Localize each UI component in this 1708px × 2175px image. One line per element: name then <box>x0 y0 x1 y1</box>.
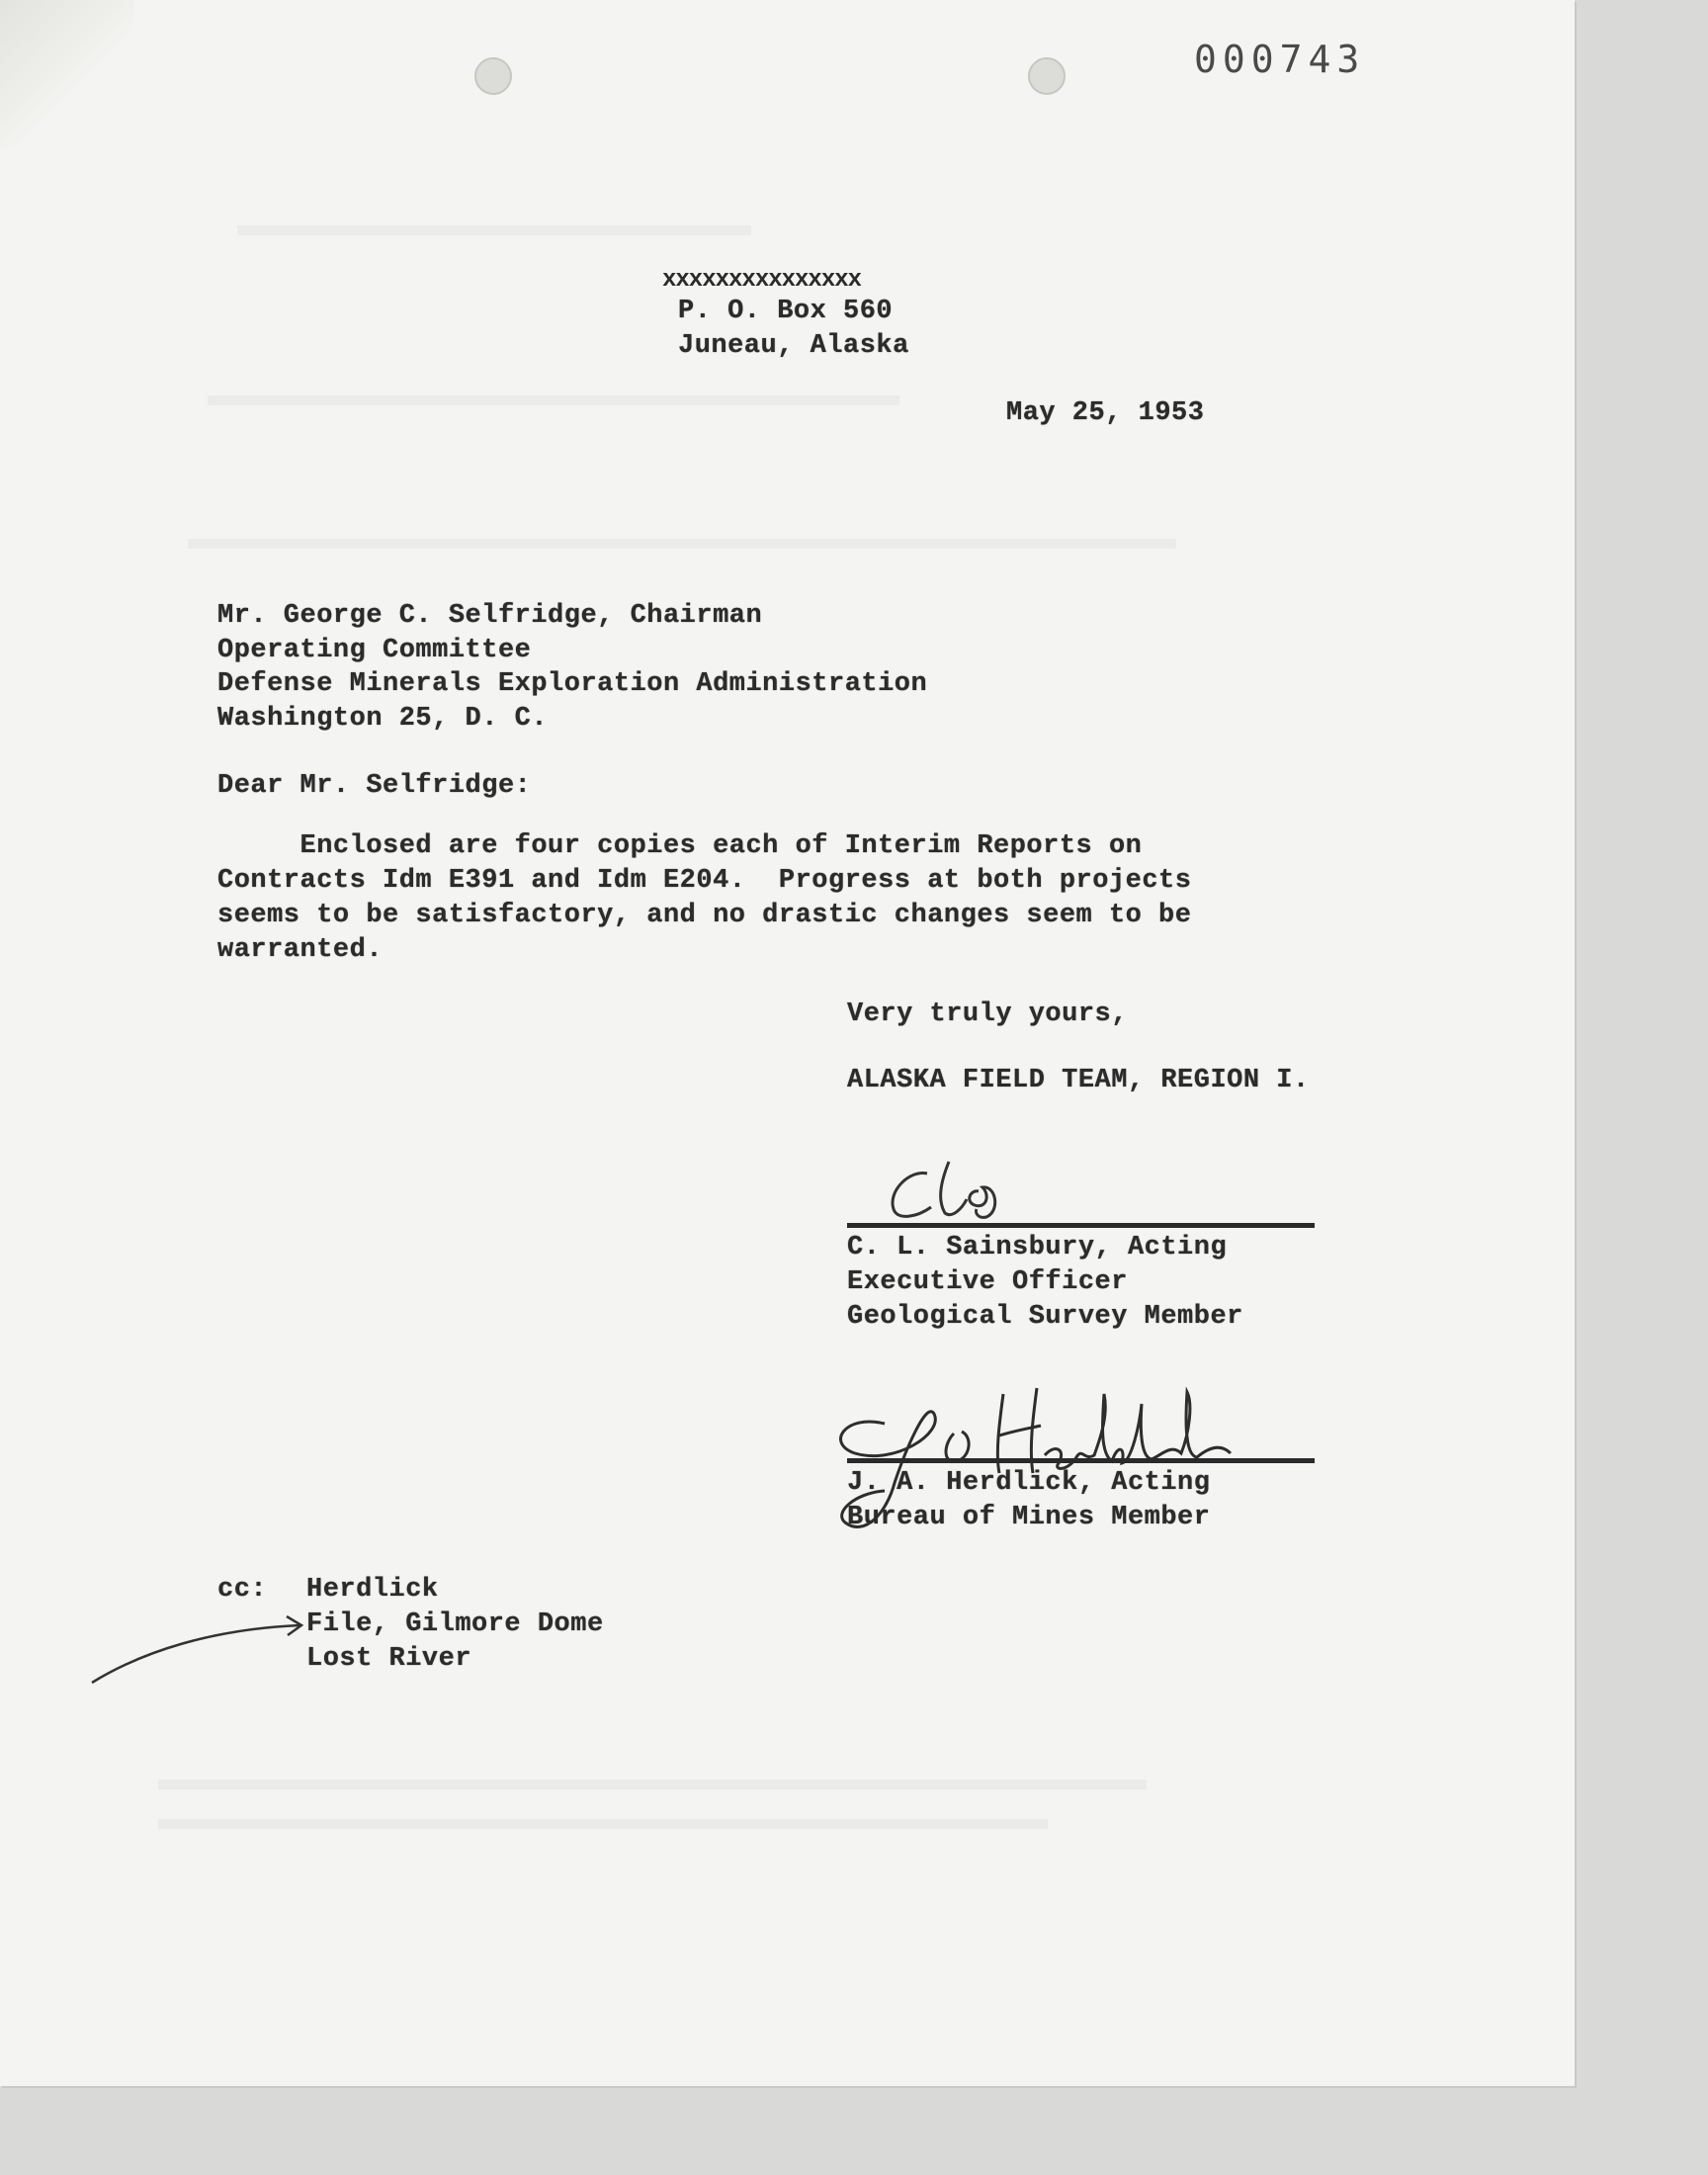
cc-item-1: Herdlick <box>306 1575 439 1605</box>
cc-item-3: Lost River <box>306 1644 472 1674</box>
signer2-line-2: Bureau of Mines Member <box>847 1503 1211 1532</box>
body-line-3: seems to be satisfactory, and no drastic changes seem to be <box>217 901 1192 930</box>
letterhead-po-box: P. O. Box 560 <box>678 297 894 326</box>
team-name: ALASKA FIELD TEAM, REGION I. <box>847 1066 1310 1095</box>
signature-cls-mark <box>880 1152 1058 1231</box>
recipient-line-4: Washington 25, D. C. <box>217 704 549 734</box>
signature-line-2 <box>847 1458 1315 1463</box>
bleed-through-mark <box>237 225 751 235</box>
signature-line-1 <box>847 1223 1315 1228</box>
signer1-line-2: Executive Officer <box>847 1267 1128 1297</box>
bleed-through-mark <box>158 1819 1048 1829</box>
struck-out-letterhead-line: xxxxxxxxxxxxxxx <box>662 267 862 294</box>
bleed-through-mark <box>188 539 1176 549</box>
letterhead-city: Juneau, Alaska <box>678 331 909 361</box>
body-line-2: Contracts Idm E391 and Idm E204. Progress at both projects <box>217 866 1192 896</box>
bleed-through-mark <box>158 1780 1147 1789</box>
body-line-1: Enclosed are four copies each of Interim Reports on <box>217 831 1143 861</box>
recipient-line-2: Operating Committee <box>217 636 532 665</box>
recipient-line-1: Mr. George C. Selfridge, Chairman <box>217 601 763 631</box>
body-line-4: warranted. <box>217 935 384 965</box>
signer1-line-1: C. L. Sainsbury, Acting <box>847 1233 1228 1262</box>
signer2-line-1: J. A. Herdlick, Acting <box>847 1468 1211 1498</box>
bleed-through-mark <box>208 395 899 405</box>
salutation: Dear Mr. Selfridge: <box>217 771 532 801</box>
punch-hole-right <box>1028 57 1066 95</box>
signer1-line-3: Geological Survey Member <box>847 1302 1243 1332</box>
corner-fold <box>0 0 133 148</box>
cc-label: cc: <box>217 1575 268 1605</box>
handwritten-arrow-icon <box>84 1611 321 1691</box>
complimentary-close: Very truly yours, <box>847 1000 1128 1029</box>
recipient-line-3: Defense Minerals Exploration Administration <box>217 669 928 699</box>
cc-item-2: File, Gilmore Dome <box>306 1610 604 1639</box>
letter-date: May 25, 1953 <box>1006 398 1205 428</box>
document-number: 000743 <box>1194 38 1366 81</box>
punch-hole-left <box>474 57 512 95</box>
